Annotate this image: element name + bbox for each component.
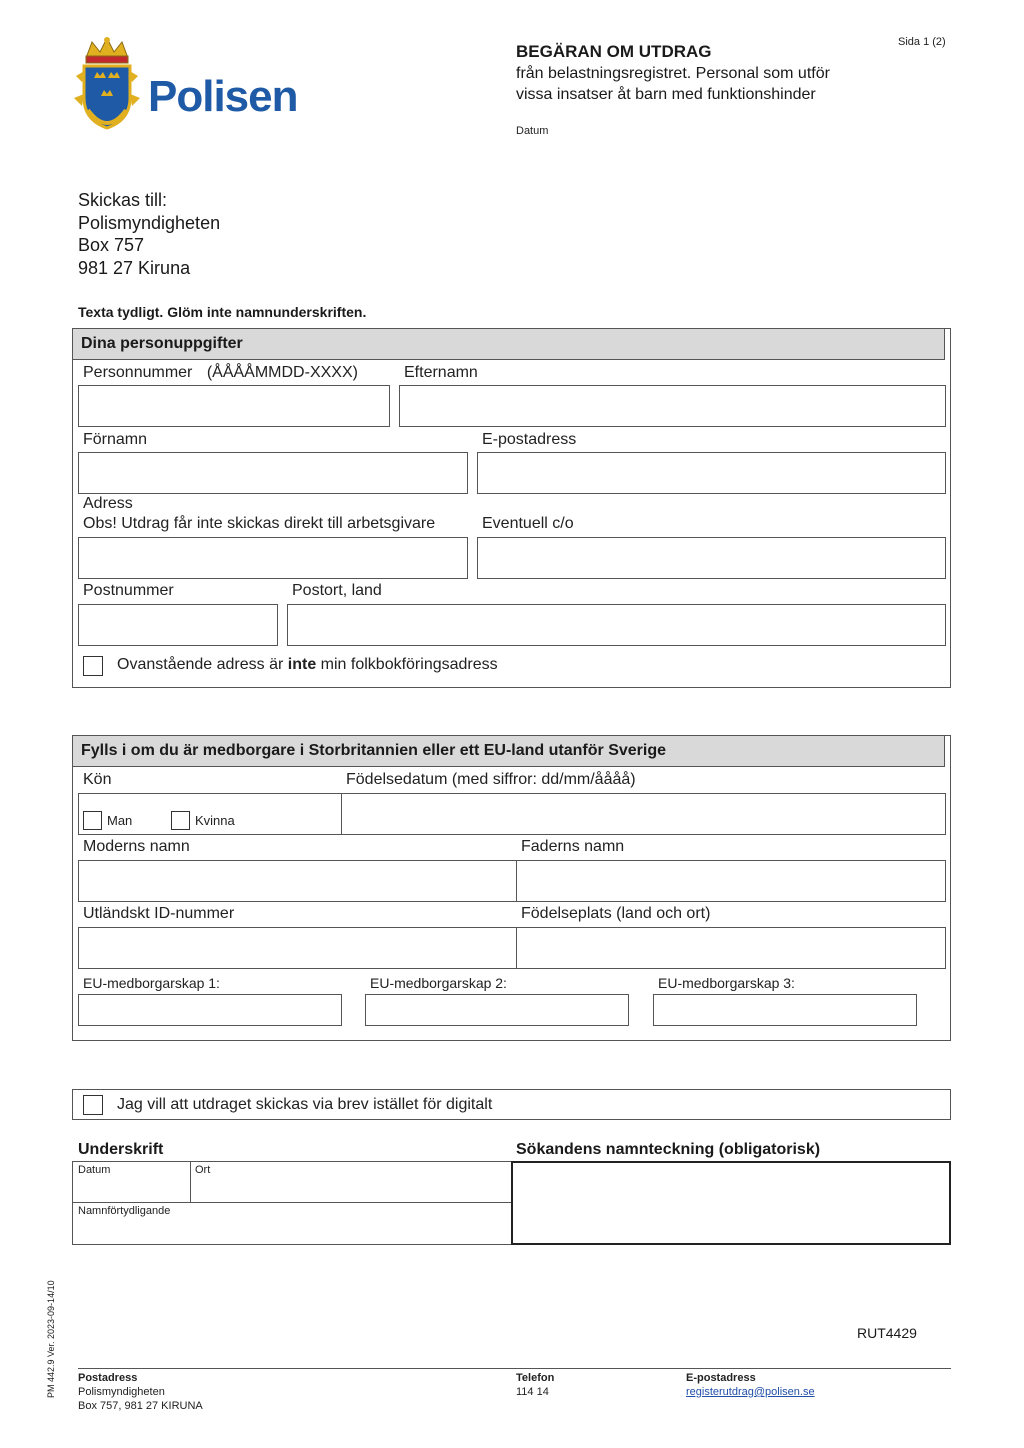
form-code: RUT4429 (857, 1325, 917, 1341)
eu1-field[interactable] (78, 994, 342, 1026)
personnummer-label-text: Personnummer (83, 364, 193, 381)
footer-postadress-line1: Polismyndigheten (78, 1386, 165, 1398)
letter-option-checkbox[interactable] (83, 1095, 103, 1115)
fodelsedatum-field[interactable] (341, 793, 946, 835)
send-to-line3: Box 757 (78, 235, 145, 255)
epost-field[interactable] (477, 452, 946, 494)
efternamn-field[interactable] (399, 385, 946, 427)
fodelsedatum-label: Födelsedatum (med siffror: dd/mm/åååå) (346, 771, 636, 788)
co-label: Eventuell c/o (482, 515, 574, 532)
footer-divider (78, 1368, 951, 1369)
man-label: Man (107, 813, 133, 828)
fornamn-label: Förnamn (83, 431, 148, 448)
footer-telefon-value: 114 14 (516, 1386, 549, 1398)
personnummer-format: (ÅÅÅÅMMDD-XXXX) (206, 364, 358, 381)
applicant-signature-field[interactable] (511, 1161, 951, 1245)
fader-label: Faderns namn (521, 838, 625, 855)
footer-epost-link[interactable]: registerutdrag@polisen.se (686, 1386, 815, 1398)
not-registered-prefix: Ovanstående adress är (117, 656, 288, 673)
eu3-label: EU-medborgarskap 3: (658, 975, 795, 991)
postnummer-field[interactable] (78, 604, 278, 646)
footer-postadress-heading: Postadress (78, 1372, 138, 1384)
adress-label: Adress (83, 495, 133, 512)
epost-label: E-postadress (482, 431, 577, 448)
fodelseplats-field[interactable] (516, 927, 946, 969)
header-date-label: Datum (516, 125, 549, 137)
efternamn-label: Efternamn (404, 364, 478, 381)
signature-ort-label: Ort (195, 1164, 211, 1176)
signature-heading: Underskrift (78, 1141, 164, 1158)
side-version-text: PM 442.9 Ver. 2023-09-14/10 (46, 1280, 56, 1398)
signature-ort-field[interactable] (190, 1161, 512, 1203)
fodelseplats-label: Födelseplats (land och ort) (521, 905, 711, 922)
eu3-field[interactable] (653, 994, 917, 1026)
footer-telefon-heading: Telefon (516, 1372, 555, 1384)
send-to-line2: Polismyndigheten (78, 213, 221, 233)
namnfortydligande-label: Namnförtydligande (78, 1205, 171, 1217)
send-to-line4: 981 27 Kiruna (78, 258, 191, 278)
personal-section-heading: Dina personuppgifter (73, 329, 945, 360)
moder-label: Moderns namn (83, 838, 190, 855)
not-registered-bold: inte (287, 656, 317, 673)
eu1-label: EU-medborgarskap 1: (83, 975, 220, 991)
not-registered-suffix: min folkbokföringsadress (316, 656, 498, 673)
logo-wordmark: Polisen (148, 72, 298, 121)
polisen-logo (72, 36, 332, 136)
postort-label: Postort, land (292, 582, 382, 599)
man-checkbox[interactable] (83, 811, 102, 830)
form-subtitle-line2: vissa insatser åt barn med funktionshinder (516, 86, 816, 103)
send-to-line1: Skickas till: (78, 190, 168, 210)
co-field[interactable] (477, 537, 946, 579)
adress-field[interactable] (78, 537, 468, 579)
signature-datum-label: Datum (78, 1164, 111, 1176)
footer-postadress-line2: Box 757, 981 27 KIRUNA (78, 1400, 203, 1412)
eu2-label: EU-medborgarskap 2: (370, 975, 507, 991)
eu2-field[interactable] (365, 994, 629, 1026)
eu-section-heading: Fylls i om du är medborgare i Storbritannien eller ett EU-land utanför Sverige (73, 736, 945, 767)
adress-note: Obs! Utdrag får inte skickas direkt till arbetsgivare (83, 515, 436, 532)
page-indicator: Sida 1 (2) (898, 36, 946, 48)
personnummer-label (83, 364, 358, 382)
postort-field[interactable] (287, 604, 946, 646)
fornamn-field[interactable] (78, 452, 468, 494)
applicant-signature-heading: Sökandens namnteckning (obligatorisk) (516, 1141, 821, 1158)
letter-option-label: Jag vill att utdraget skickas via brev istället för digitalt (117, 1096, 493, 1113)
moder-field[interactable] (78, 860, 517, 902)
police-crest-icon (72, 36, 142, 132)
kvinna-checkbox[interactable] (171, 811, 190, 830)
form-title: BEGÄRAN OM UTDRAG (516, 42, 712, 61)
utl-id-field[interactable] (78, 927, 517, 969)
footer-epost-heading: E-postadress (686, 1372, 756, 1384)
not-registered-address-label (117, 656, 498, 674)
not-registered-address-checkbox[interactable] (83, 656, 103, 676)
kvinna-label: Kvinna (195, 813, 235, 828)
form-subtitle-line1: från belastningsregistret. Personal som utför (516, 65, 830, 82)
fader-field[interactable] (516, 860, 946, 902)
personnummer-field[interactable] (78, 385, 390, 427)
kon-label: Kön (83, 771, 112, 788)
instruction-text: Texta tydligt. Glöm inte namnunderskriften. (78, 304, 367, 320)
postnummer-label: Postnummer (83, 582, 174, 599)
utl-id-label: Utländskt ID-nummer (83, 905, 235, 922)
